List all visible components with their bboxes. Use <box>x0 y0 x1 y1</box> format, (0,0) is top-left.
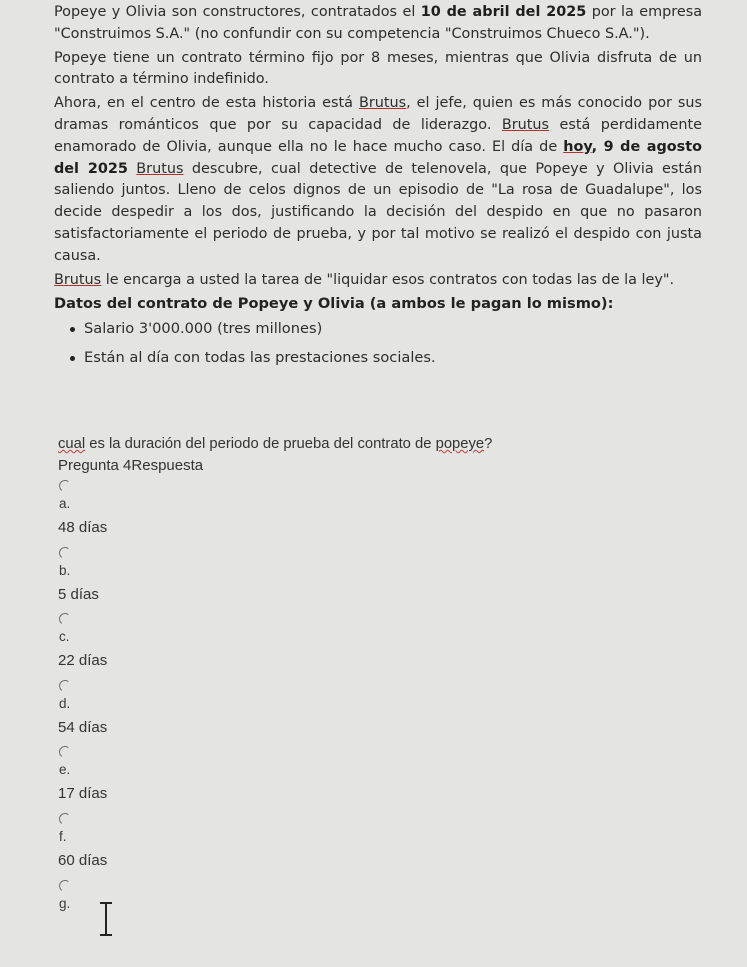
text-cursor-icon <box>98 902 114 936</box>
today-word: hoy <box>563 138 592 155</box>
text-segment: le encarga a usted la tarea de "liquidar esos contratos con todas las de la ley". <box>101 271 675 288</box>
quiz-question <box>58 434 698 944</box>
spellcheck-word: popeye <box>435 436 485 452</box>
answer-option-b[interactable] <box>58 545 698 612</box>
option-value: 60 días <box>58 851 108 869</box>
list-item: Salario 3'000.000 (tres millones) <box>54 318 702 340</box>
hire-date: 10 de abril del 2025 <box>420 4 587 20</box>
paragraph-contracts: Popeye tiene un contrato término fijo por 8 meses, mientras que Olivia disfruta de un contrato a término indefinido. <box>54 49 702 88</box>
question-text <box>58 434 698 454</box>
paragraph-story <box>54 93 702 267</box>
radio-icon[interactable] <box>58 612 72 626</box>
radio-icon[interactable] <box>58 479 72 493</box>
text-segment: Popeye y Olivia son constructores, contratados el <box>54 4 421 20</box>
option-letter: a. <box>59 496 71 511</box>
text-segment: descubre, cual detective de telenovela, que Popeye y Olivia están saliendo juntos. Lleno de celos dignos de un episodio de "La rosa de Guadalupe", los decide despedir a los dos, justificando la decisión del despido en que no pasaron satisfactoriamente el periodo de prueba, y por tal motivo se realizó el despido con justa causa. <box>54 160 702 264</box>
text-segment: está perdidamente enamorado de Olivia, aunque ella no le hace mucho caso. El día de <box>54 116 702 155</box>
radio-icon[interactable] <box>58 879 72 893</box>
answer-option-d[interactable] <box>58 678 698 745</box>
brutus-name: Brutus <box>358 95 407 112</box>
text-segment: , el jefe, quien es más conocido por sus dramas románticos que por su capacidad de liderazgo. <box>54 95 702 133</box>
answer-option-a[interactable] <box>58 478 698 545</box>
paragraph-task <box>54 270 702 292</box>
spellcheck-word: cual <box>58 436 86 452</box>
option-value: 5 días <box>58 585 99 603</box>
option-letter: e. <box>59 762 71 778</box>
radio-icon[interactable] <box>58 546 72 560</box>
text-cursor-area <box>58 896 178 936</box>
text-segment: Ahora, en el centro de esta historia está <box>54 95 359 112</box>
brutus-name: Brutus <box>54 271 102 288</box>
option-value: 54 días <box>58 718 108 736</box>
radio-icon[interactable] <box>58 746 72 760</box>
answer-option-c[interactable] <box>58 611 698 678</box>
answer-option-g[interactable] <box>58 878 698 945</box>
option-value: 22 días <box>58 652 108 670</box>
radio-icon[interactable] <box>58 812 72 826</box>
option-letter: b. <box>59 562 71 578</box>
radio-icon[interactable] <box>58 679 72 693</box>
answer-option-e[interactable] <box>58 744 698 811</box>
contract-data-list <box>54 318 702 369</box>
list-item: Están al día con todas las prestaciones sociales. <box>54 347 702 369</box>
option-letter: f. <box>59 828 67 844</box>
paragraph-intro <box>54 2 702 46</box>
text-segment: es la duración del periodo de prueba del contrato de <box>85 436 436 452</box>
option-letter: d. <box>59 695 71 711</box>
question-title: Pregunta 4Respuesta <box>58 457 204 474</box>
option-value: 48 días <box>58 519 108 536</box>
contract-data-heading: Datos del contrato de Popeye y Olivia (a ambos le pagan lo mismo): <box>54 295 614 313</box>
case-statement <box>54 2 702 376</box>
option-value: 17 días <box>58 785 108 803</box>
dismissal-date: , 9 de agosto del 2025 <box>54 138 702 177</box>
option-letter: c. <box>59 629 70 645</box>
option-letter: g. <box>59 895 71 911</box>
brutus-name: Brutus <box>136 160 184 177</box>
answer-option-f[interactable] <box>58 811 698 878</box>
text-segment: ? <box>484 436 493 452</box>
text-segment: por la empresa "Construimos S.A." (no confundir con su competencia "Construimos Chueco S.A."). <box>54 4 703 42</box>
brutus-name: Brutus <box>501 116 550 133</box>
